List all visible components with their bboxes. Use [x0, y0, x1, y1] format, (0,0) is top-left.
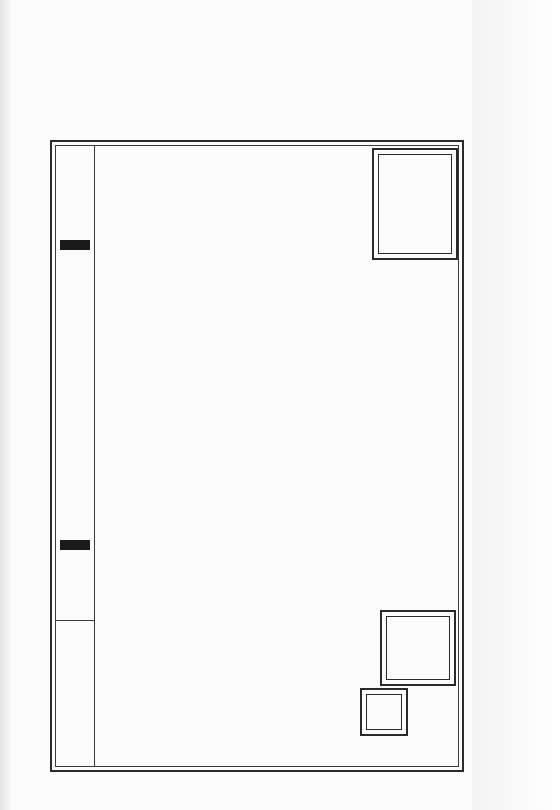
compiler-seal-lower [360, 688, 408, 736]
margin-divider [56, 620, 94, 621]
collector-seal-top [372, 148, 458, 260]
fishtail-mark-upper [60, 240, 90, 250]
fishtail-mark-lower [60, 540, 90, 550]
page-fold-shadow [0, 0, 14, 810]
block-heart-strip [55, 145, 95, 767]
compiler-seal-top [380, 610, 456, 686]
scan-right-margin [470, 0, 560, 810]
